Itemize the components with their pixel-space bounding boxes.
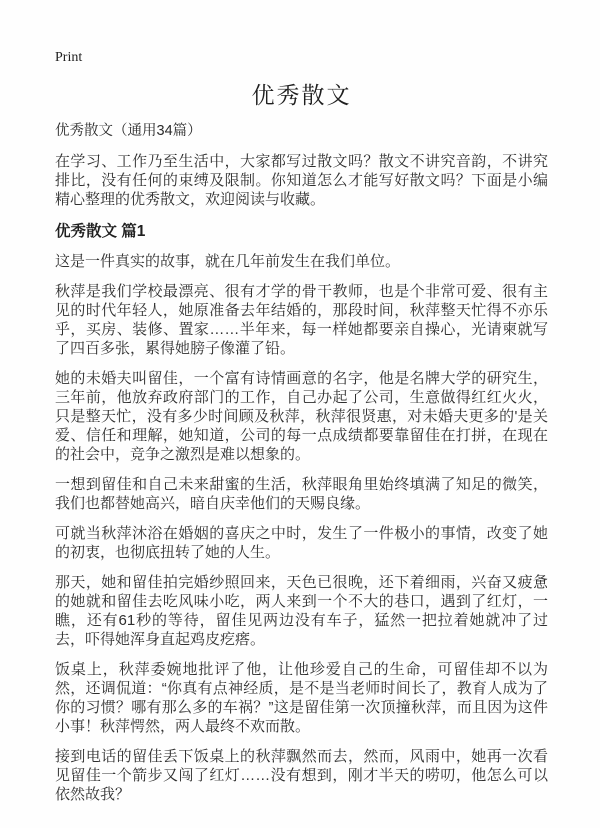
story-paragraph: 一想到留佳和自己未来甜蜜的生活，秋萍眼角里始终填满了知足的微笑，我们也都替她高兴，暗自庆幸他们的天赐良缘。 bbox=[55, 476, 548, 512]
document-body bbox=[55, 152, 548, 804]
section-heading: 优秀散文 篇1 bbox=[55, 223, 146, 240]
story-paragraph: 那天，她和留佳拍完婚纱照回来，天色已很晚，还下着细雨，兴奋又疲惫的她就和留佳去吃风味小吃，两人来到一个不大的巷口，遇到了红灯，一瞧，还有61秒的等待，留佳见两边没有车子，猛然一把拉着她就冲了过去，吓得她浑身直起鸡皮疙瘩。 bbox=[55, 574, 548, 648]
page-title: 优秀散文 bbox=[251, 82, 352, 108]
story-paragraph: 这是一件真实的故事，就在几年前发生在我们单位。 bbox=[55, 253, 401, 270]
story-paragraph: 秋萍是我们学校最漂亮、很有才学的骨干教师，也是个非常可爱、很有主见的时代年轻人，她原准备去年结婚的，那段时间，秋萍整天忙得不亦乐乎，买房、装修、置家……半年来，每一样她都要亲自操心，光请柬就写了四百多张，累得她膀子像灌了铅。 bbox=[55, 283, 548, 357]
story-paragraph: 她的未婚夫叫留佳，一个富有诗情画意的名字，他是名牌大学的研究生，三年前，他放弃政府部门的工作，自己办起了公司，生意做得红红火火，只是整天忙，没有多少时间顾及秋萍，秋萍很贤惠，对未婚夫更多的'是关爱、信任和理解，她知道，公司的每一点成绩都要靠留佳在打拼，在现在的社会中，竞争之激烈是难以想象的。 bbox=[55, 370, 548, 463]
print-button[interactable]: Print bbox=[55, 50, 83, 65]
story-paragraph: 接到电话的留佳丢下饭桌上的秋萍飘然而去，然而，风雨中，她再一次看见留佳一个箭步又闯了红灯……没有想到，刚才半天的唠叨，他怎么可以依然故我？ bbox=[55, 748, 548, 803]
story-paragraph: 可就当秋萍沐浴在婚姻的喜庆之中时，发生了一件极小的事情，改变了她的初衷，也彻底扭转了她的人生。 bbox=[55, 525, 548, 561]
story-paragraph: 饭桌上，秋萍委婉地批评了他，让他珍爱自己的生命，可留佳却不以为然，还调侃道：“你真有点神经质，是不是当老师时间长了，教育人成为了你的习惯？哪有那么多的车祸？”这是留佳第一次顶撞秋萍，而且因为这件小事！秋萍愕然，两人最终不欢而散。 bbox=[55, 661, 548, 735]
document-subtitle: 优秀散文（通用34篇） bbox=[55, 123, 202, 139]
intro-paragraph: 在学习、工作乃至生活中，大家都写过散文吗？散文不讲究音韵，不讲究排比，没有任何的束缚及限制。你知道怎么才能写好散文吗？下面是小编精心整理的优秀散文，欢迎阅读与收藏。 bbox=[55, 153, 548, 208]
